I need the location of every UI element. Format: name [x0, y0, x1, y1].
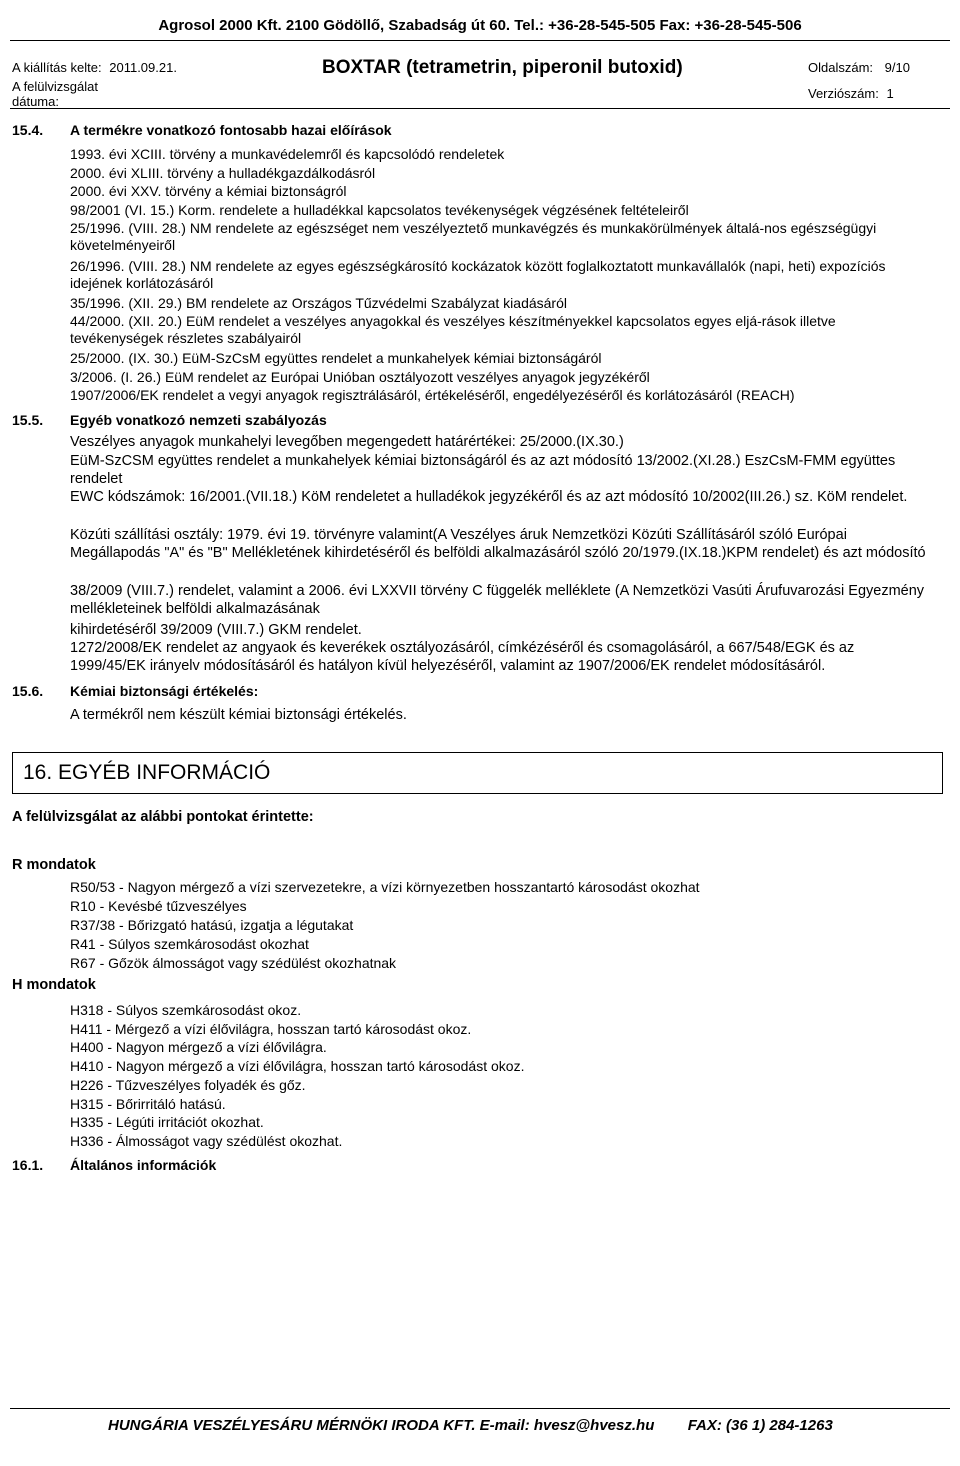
regulation-item: 26/1996. (VIII. 28.) NM rendelete az egyes egészségkárosító kockázatok között foglalkoztatott munkavállalók (napi, heti) expozíciós idejének korlátozásáról [70, 258, 886, 291]
r-phrase: R41 - Súlyos szemkárosodást okozhat [70, 936, 309, 952]
section-15-5-number: 15.5. [12, 412, 44, 428]
footer-fax: FAX: (36 1) 284-1263 [687, 1417, 833, 1434]
regulation-item: 38/2009 (VIII.7.) rendelet, valamint a 2006. évi LXXVII törvény C függelék melléklete (A Nemzetközi Vasúti Árufuvarozási Egyezmény mellékleteinek belföldi alkalmazásának [70, 583, 925, 617]
r-phrase: R50/53 - Nagyon mérgező a vízi szervezetekre, a vízi környezetben hosszantartó károsodást okozhat [70, 879, 700, 895]
h-phrase: H226 - Tűzveszélyes folyadék és gőz. [70, 1077, 306, 1093]
page-number-label: Oldalszám: [808, 60, 874, 75]
h-phrase: H318 - Súlyos szemkárosodást okoz. [70, 1002, 302, 1018]
issue-date-row [12, 60, 177, 75]
regulation-item: 1272/2008/EK rendelet az angyaok és keverékek osztályozásáról, címkézéséről és csomagolásáról, a 667/548/EGK és az 1999/45/EK irányelv módosításáról és hatályon kívül helyezéséről, valamint az 1907/2006/EK rendelet módosításáról. [70, 640, 855, 674]
h-phrase: H400 - Nagyon mérgező a vízi élővilágra. [70, 1039, 327, 1055]
version-label: Verziószám: [808, 86, 879, 101]
footer-company: HUNGÁRIA VESZÉLYESÁRU MÉRNÖKI IRODA KFT. E-mail: hvesz@hvesz.hu [108, 1417, 655, 1434]
product-title: BOXTAR (tetrametrin, piperonil butoxid) [322, 57, 683, 78]
h-phrase: H335 - Légúti irritációt okozhat. [70, 1114, 264, 1130]
regulation-item: Veszélyes anyagok munkahelyi levegőben megengedett határértékei: 25/2000.(IX.30.) [70, 434, 624, 450]
r-phrase: R37/38 - Bőrizgató hatású, izgatja a légutakat [70, 917, 354, 933]
review-date-label-line2: dátuma: [12, 94, 59, 109]
regulation-item: 2000. évi XXV. törvény a kémiai biztonságról [70, 183, 347, 199]
review-date-label [12, 79, 98, 109]
r-phrase: R10 - Kevésbé tűzveszélyes [70, 898, 247, 914]
review-date-label-line1: A felülvizsgálat [12, 79, 98, 94]
regulation-item: 35/1996. (XII. 29.) BM rendelete az Országos Tűzvédelmi Szabályzat kiadásáról [70, 295, 567, 311]
version-row [808, 86, 894, 101]
section-16-title: 16. EGYÉB INFORMÁCIÓ [23, 761, 271, 784]
regulation-item: 2000. évi XLIII. törvény a hulladékgazdálkodásról [70, 165, 376, 181]
regulation-item: 44/2000. (XII. 20.) EüM rendelet a veszélyes anyagokkal és veszélyes készítményekkel kapcsolatos egyes eljá-rások illetve tevékenységek részletes szabályairól [70, 313, 836, 346]
h-phrase: H315 - Bőrirritáló hatású. [70, 1096, 226, 1112]
section-15-6-text: A termékről nem készült kémiai biztonsági értékelés. [70, 707, 407, 723]
version-value: 1 [886, 86, 894, 101]
r-phrases-heading: R mondatok [12, 857, 96, 873]
company-header: Agrosol 2000 Kft. 2100 Gödöllő, Szabadság út 60. Tel.: +36-28-545-505 Fax: +36-28-545-506 [158, 17, 802, 34]
regulation-item: 1993. évi XCIII. törvény a munkavédelemről és kapcsolódó rendeletek [70, 146, 505, 162]
r-phrase: R67 - Gőzök álmosságot vagy szédülést okozhatnak [70, 955, 397, 971]
page-number-row [808, 60, 910, 75]
regulation-item: 25/2000. (IX. 30.) EüM-SzCsM együttes rendelet a munkahelyek kémiai biztonságáról [70, 350, 602, 366]
issue-date-value: 2011.09.21. [109, 60, 177, 75]
issue-date-label: A kiállítás kelte: [12, 60, 102, 75]
regulation-item: 98/2001 (VI. 15.) Korm. rendelete a hulladékkal kapcsolatos tevékenységek végzésének feltételeiről [70, 202, 689, 218]
h-phrases-heading: H mondatok [12, 977, 96, 993]
h-phrase: H336 - Álmosságot vagy szédülést okozhat. [70, 1133, 343, 1149]
regulation-item: EüM-SzCSM együttes rendelet a munkahelyek kémiai biztonságáról és az azt módosító 13/2002.(XI.28.) EszCsM-FMM együttes rendelet [70, 453, 896, 487]
header-divider-bottom [10, 108, 950, 109]
section-16-1-title: Általános információk [70, 1157, 217, 1173]
page-number-value: 9/10 [884, 60, 910, 75]
h-phrase: H410 - Nagyon mérgező a vízi élővilágra, hosszan tartó károsodást okoz. [70, 1058, 525, 1074]
review-heading: A felülvizsgálat az alábbi pontokat érintette: [12, 809, 314, 825]
section-15-6-number: 15.6. [12, 683, 44, 699]
header-divider-top [10, 40, 950, 41]
section-15-4-title: A termékre vonatkozó fontosabb hazai előírások [70, 122, 392, 138]
section-15-5-title: Egyéb vonatkozó nemzeti szabályozás [70, 412, 327, 428]
regulation-item: kihirdetéséről 39/2009 (VIII.7.) GKM rendelet. [70, 622, 362, 638]
regulation-item: Közúti szállítási osztály: 1979. évi 19. törvényre valamint(A Veszélyes áruk Nemzetközi Közúti Szállításáról szóló Európai Megállapodás "A" és "B" Mellékletének kihirdetéséről és belföldi alkalmazásáról szóló 20/1979.(IX.18.)KPM rendelet) és azt módosító [70, 527, 926, 561]
section-15-4-number: 15.4. [12, 122, 44, 138]
h-phrase: H411 - Mérgező a vízi élővilágra, hosszan tartó károsodást okoz. [70, 1021, 472, 1037]
section-15-6-title: Kémiai biztonsági értékelés: [70, 683, 259, 699]
footer-divider [10, 1408, 950, 1409]
regulation-item: 25/1996. (VIII. 28.) NM rendelete az egészséget nem veszélyeztető munkavégzés és munkakörülmények általá-nos egészségügyi követelményeiről [70, 220, 877, 253]
regulation-item: 3/2006. (I. 26.) EüM rendelet az Európai Unióban osztályozott veszélyes anyagok jegyzékéről [70, 369, 650, 385]
footer-contact [108, 1417, 833, 1434]
regulation-item: EWC kódszámok: 16/2001.(VII.18.) KöM rendeletet a hulladékok jegyzékéről és az azt módosító 10/2002(III.26.) sz. KöM rendelet. [70, 489, 908, 505]
section-16-title-box [12, 752, 943, 794]
regulation-item: 1907/2006/EK rendelet a vegyi anyagok regisztrálásáról, értékeléséről, engedélyezéséről és korlátozásáról (REACH) [70, 387, 795, 403]
section-16-1-number: 16.1. [12, 1157, 44, 1173]
